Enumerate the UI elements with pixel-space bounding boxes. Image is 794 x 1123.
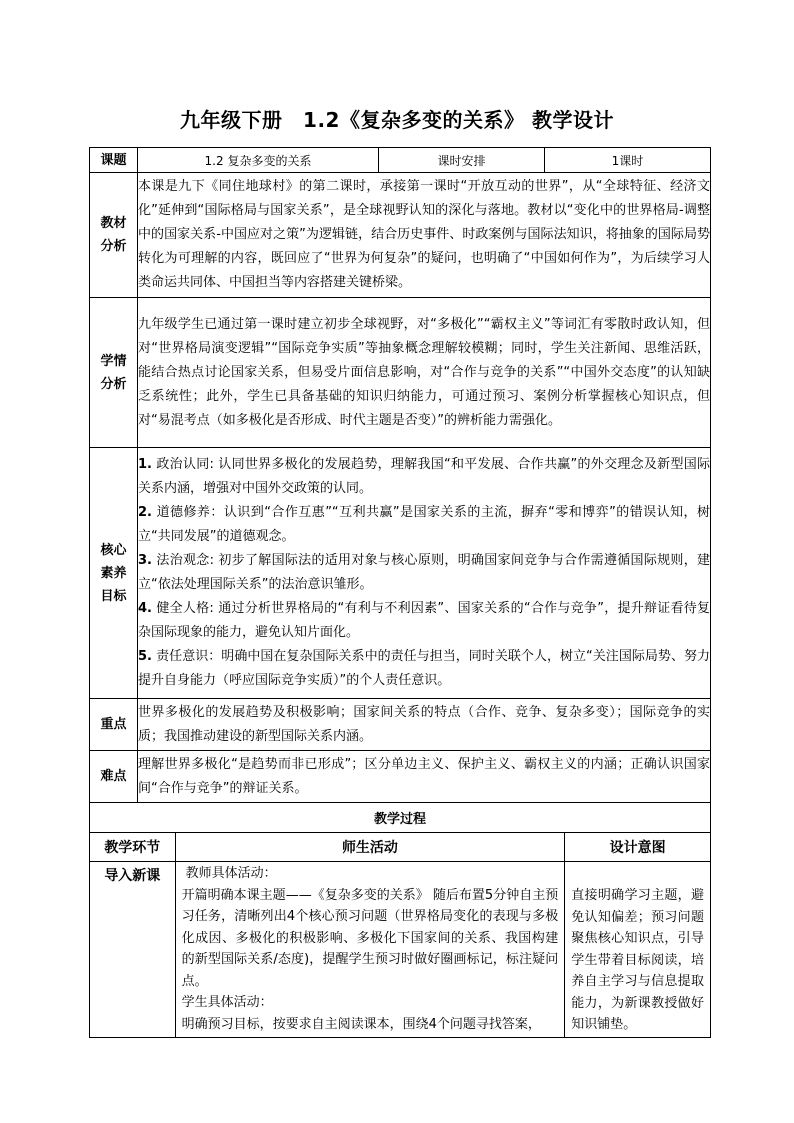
topic-label: 课题 (90, 148, 138, 173)
students-label (90, 298, 138, 448)
lesson-plan-table (89, 147, 711, 1038)
material-text: 本课是九下《同住地球村》的第二课时，承接第一课时“开放互动的世界”，从“全球特征、经济文化”延伸到“国际格局与国家关系”，是全球视野认知的深化与落地。教材以“变化中的世界格局-调整中的国家关系-中国应对之策”为逻辑链，结合历史事件、时政案例与国际法知识，将抽象的国际局势转化为可理解的内容，既回应了“世界为何复杂”的疑问，也明确了“中国如何作为”，为后续学习人类命运共同体、中国担当等内容搭建关键桥梁。 (138, 173, 711, 298)
col-header-intent: 设计意图 (565, 833, 710, 862)
student-activity-text: 明确预习目标，按要求自主阅读课本，围绕4个问题寻找答案， (181, 1016, 541, 1032)
students-row (90, 298, 711, 448)
process-row (90, 833, 711, 1038)
process-cell (90, 833, 711, 1038)
student-activity-label: 学生具体活动： (181, 995, 273, 1010)
key-points-row (90, 699, 711, 751)
material-label-line-2: 分析 (100, 239, 127, 254)
goal-number: 5. (138, 649, 152, 664)
goal-text: 责任意识：明确中国在复杂国际关系中的责任与担当，同时关联个人，树立“关注国际局势、努力提升自身能力（呼应国际竞争实质）”的个人责任意识。 (138, 649, 710, 688)
material-row (90, 173, 711, 298)
goal-number: 3. (138, 553, 152, 568)
goals-label-line-3: 目标 (100, 588, 127, 604)
difficulties-text: 理解世界多极化“是趋势而非已形成”；区分单边主义、保护主义、霸权主义的内涵；正确认识国家间“合作与竞争”的辩证关系。 (138, 751, 711, 803)
material-label (90, 173, 138, 298)
key-points-label: 重点 (90, 699, 138, 751)
process-heading: 教学过程 (90, 803, 711, 833)
page-title: 九年级下册 1.2《复杂多变的关系》 教学设计 (180, 108, 614, 132)
goals-label-line-2: 素养 (100, 565, 127, 581)
goal-text: 法治观念: 初步了解国际法的适用对象与核心原则，明确国家间竞争与合作需遵循国际规则，建立“依法处理国际关系”的法治意识雏形。 (138, 553, 710, 592)
col-header-activity: 师生活动 (175, 833, 565, 862)
topic-value: 1.2 复杂多变的关系 (138, 148, 379, 173)
teacher-activity-label: 教师具体活动： (185, 866, 277, 881)
goal-text: 道德修养：认识到“合作互惠”“互利共赢”是国家关系的主流，摒弃“零和博弈”的错误认知，树立“共同发展”的道德观念。 (138, 505, 710, 544)
students-label-line-2: 分析 (100, 376, 127, 392)
students-text: 九年级学生已通过第一课时建立初步全球视野，对“多极化”“霸权主义”等词汇有零散时政认知，但对“世界格局演变逻辑”“国际竞争实质”等抽象概念理解较模糊；同时，学生关注新闻、思维活跃，能结合热点讨论国家关系，但易受片面信息影响，对“合作与竞争的关系”“中国外交态度”的认知缺乏系统性；此外，学生已具备基础的知识归纳能力，可通过预习、案例分析掌握核心知识点，但对“易混考点（如多极化是否形成、时代主题是否变）”的辨析能力需强化。 (138, 298, 711, 448)
schedule-label: 课时安排 (379, 148, 545, 173)
goal-item (138, 549, 710, 597)
stage-cell: 导入新课 (90, 862, 175, 1037)
difficulties-label: 难点 (90, 751, 138, 803)
goals-row (90, 448, 711, 699)
students-label-line-1: 学情 (100, 353, 127, 369)
material-label-line-1: 教材 (100, 216, 127, 231)
col-header-stage: 教学环节 (104, 840, 161, 856)
goal-text: 政治认同: 认同世界多极化的发展趋势，理解我国“和平发展、合作共赢”的外交理念及新型国际关系内涵，增强对中国外交政策的认同。 (138, 457, 711, 496)
intent-cell: 直接明确学习主题，避免认知偏差；预习问题聚焦核心知识点，引导学生带着目标阅读，培养自主学习与信息提取能力，为新课教授做好知识铺垫。 (565, 862, 710, 1037)
process-table (90, 833, 710, 1037)
schedule-value: 1课时 (545, 148, 711, 173)
goal-item (138, 645, 710, 693)
teacher-activity-text: 开篇明确本课主题——《复杂多变的关系》 随后布置5分钟自主预习任务，清晰列出4个核心预习问题（世界格局变化的表现与多极化成因、多极化的积极影响、多极化下国家间的关系、我国构建的新型国际关系/态度)，提醒学生预习时做好圈画标记，标注疑问点。 (181, 887, 559, 989)
goal-text: 健全人格: 通过分析世界格局的“有利与不利因素”、国家关系的“合作与竞争”，提升辩证看待复杂国际现象的能力，避免认知片面化。 (138, 601, 711, 640)
activity-cell (175, 862, 565, 1037)
process-heading-row (90, 803, 711, 833)
goal-number: 1. (138, 457, 152, 472)
process-data-row (90, 862, 710, 1037)
goal-item (138, 597, 710, 645)
difficulties-row (90, 751, 711, 803)
goal-number: 2. (138, 505, 152, 520)
goals-label (90, 448, 138, 699)
goals-list (138, 448, 711, 699)
goals-label-line-1: 核心 (100, 542, 127, 558)
process-header-row (90, 833, 710, 862)
key-points-text: 世界多极化的发展趋势及积极影响；国家间关系的特点（合作、竞争、复杂多变）；国际竞争的实质；我国推动建设的新型国际关系内涵。 (138, 699, 711, 751)
topic-row (90, 148, 711, 173)
goal-item (138, 501, 710, 549)
goal-number: 4. (138, 601, 152, 616)
goal-item (138, 453, 710, 501)
